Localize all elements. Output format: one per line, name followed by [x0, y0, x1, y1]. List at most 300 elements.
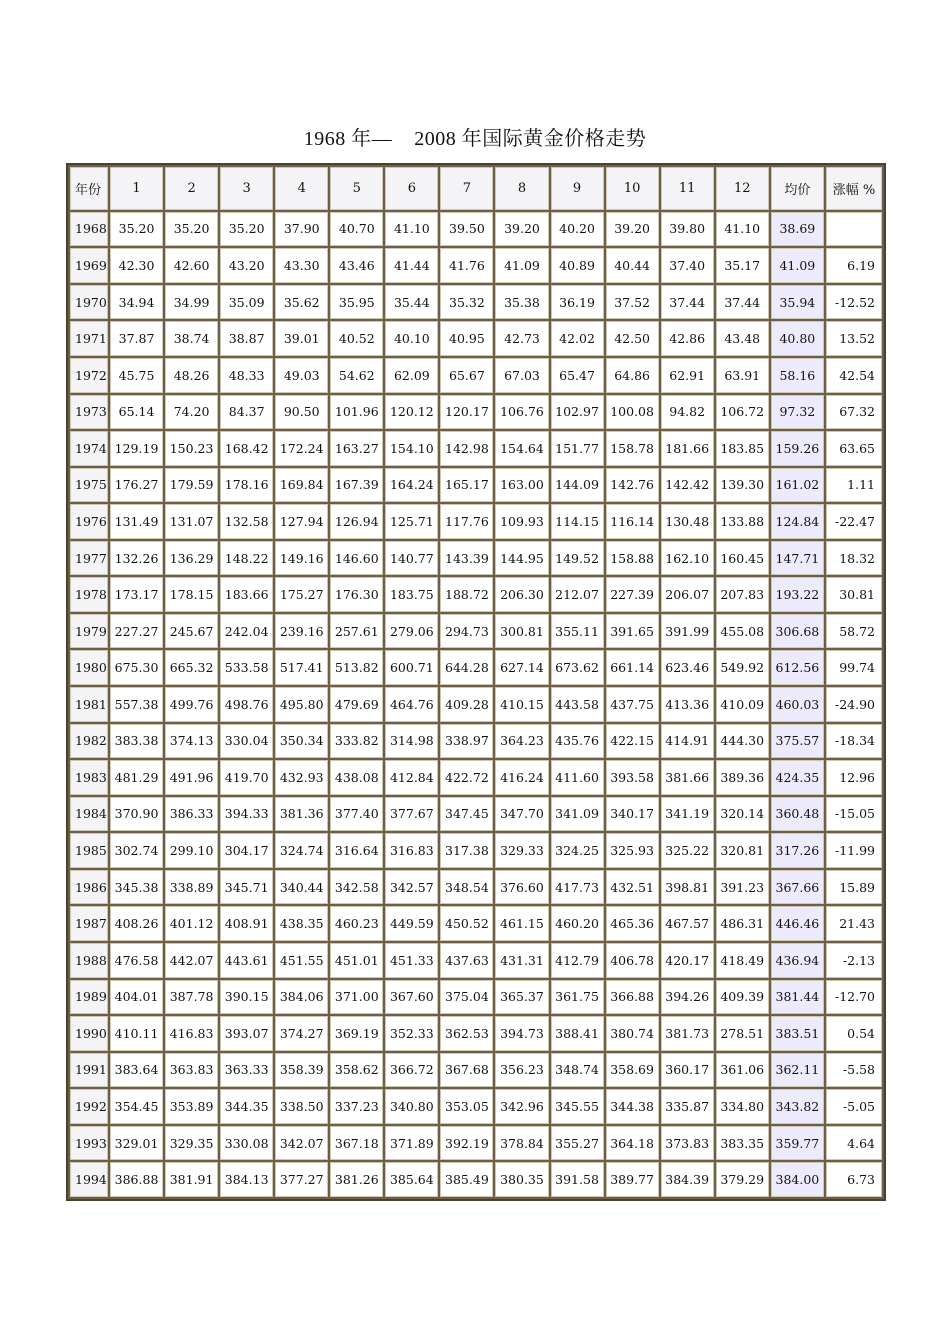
- month-price-cell: 65.47: [551, 358, 604, 393]
- month-price-cell: 337.23: [330, 1089, 383, 1124]
- month-price-cell: 386.33: [165, 797, 218, 832]
- month-price-cell: 206.07: [661, 577, 714, 612]
- month-price-cell: 146.60: [330, 541, 383, 576]
- month-price-cell: 420.17: [661, 943, 714, 978]
- header-month: 12: [716, 167, 769, 210]
- month-price-cell: 62.09: [385, 358, 438, 393]
- month-price-cell: 132.58: [220, 504, 273, 539]
- header-average: 均价: [771, 167, 824, 210]
- month-price-cell: 338.97: [440, 724, 493, 759]
- month-price-cell: 394.33: [220, 797, 273, 832]
- month-price-cell: 162.10: [661, 541, 714, 576]
- month-price-cell: 432.51: [606, 870, 659, 905]
- month-price-cell: 451.01: [330, 943, 383, 978]
- month-price-cell: 176.27: [110, 468, 163, 503]
- month-price-cell: 175.27: [275, 577, 328, 612]
- month-price-cell: 94.82: [661, 395, 714, 430]
- month-price-cell: 131.07: [165, 504, 218, 539]
- month-price-cell: 117.76: [440, 504, 493, 539]
- month-price-cell: 37.44: [661, 285, 714, 320]
- month-price-cell: 409.28: [440, 687, 493, 722]
- average-price-cell: 159.26: [771, 431, 824, 466]
- month-price-cell: 661.14: [606, 650, 659, 685]
- month-price-cell: 388.41: [551, 1016, 604, 1051]
- year-cell: 1989: [70, 980, 108, 1015]
- year-cell: 1993: [70, 1126, 108, 1161]
- month-price-cell: 418.49: [716, 943, 769, 978]
- table-row: [70, 943, 882, 978]
- month-price-cell: 345.38: [110, 870, 163, 905]
- year-cell: 1970: [70, 285, 108, 320]
- month-price-cell: 401.12: [165, 906, 218, 941]
- month-price-cell: 465.36: [606, 906, 659, 941]
- month-price-cell: 354.45: [110, 1089, 163, 1124]
- average-price-cell: 375.57: [771, 724, 824, 759]
- month-price-cell: 370.90: [110, 797, 163, 832]
- month-price-cell: 377.67: [385, 797, 438, 832]
- month-price-cell: 486.31: [716, 906, 769, 941]
- average-price-cell: 161.02: [771, 468, 824, 503]
- month-price-cell: 675.30: [110, 650, 163, 685]
- month-price-cell: 242.04: [220, 614, 273, 649]
- month-price-cell: 381.66: [661, 760, 714, 795]
- month-price-cell: 35.62: [275, 285, 328, 320]
- change-percent-cell: 30.81: [826, 577, 882, 612]
- month-price-cell: 391.99: [661, 614, 714, 649]
- table-row: [70, 1053, 882, 1088]
- year-cell: 1980: [70, 650, 108, 685]
- month-price-cell: 65.67: [440, 358, 493, 393]
- month-price-cell: 627.14: [495, 650, 548, 685]
- header-month: 7: [440, 167, 493, 210]
- month-price-cell: 324.25: [551, 833, 604, 868]
- month-price-cell: 48.33: [220, 358, 273, 393]
- month-price-cell: 455.08: [716, 614, 769, 649]
- month-price-cell: 373.83: [661, 1126, 714, 1161]
- month-price-cell: 491.96: [165, 760, 218, 795]
- month-price-cell: 279.06: [385, 614, 438, 649]
- table-row: [70, 285, 882, 320]
- month-price-cell: 367.18: [330, 1126, 383, 1161]
- month-price-cell: 410.09: [716, 687, 769, 722]
- month-price-cell: 126.94: [330, 504, 383, 539]
- month-price-cell: 431.31: [495, 943, 548, 978]
- month-price-cell: 320.14: [716, 797, 769, 832]
- average-price-cell: 359.77: [771, 1126, 824, 1161]
- month-price-cell: 183.66: [220, 577, 273, 612]
- month-price-cell: 38.74: [165, 321, 218, 356]
- month-price-cell: 341.19: [661, 797, 714, 832]
- month-price-cell: 362.53: [440, 1016, 493, 1051]
- month-price-cell: 149.16: [275, 541, 328, 576]
- month-price-cell: 54.62: [330, 358, 383, 393]
- month-price-cell: 393.07: [220, 1016, 273, 1051]
- month-price-cell: 62.91: [661, 358, 714, 393]
- month-price-cell: 227.39: [606, 577, 659, 612]
- month-price-cell: 665.32: [165, 650, 218, 685]
- month-price-cell: 131.49: [110, 504, 163, 539]
- month-price-cell: 355.11: [551, 614, 604, 649]
- month-price-cell: 278.51: [716, 1016, 769, 1051]
- change-percent-cell: 21.43: [826, 906, 882, 941]
- month-price-cell: 389.36: [716, 760, 769, 795]
- table-row: [70, 614, 882, 649]
- month-price-cell: 63.91: [716, 358, 769, 393]
- gold-price-table: [68, 165, 884, 1199]
- month-price-cell: 144.95: [495, 541, 548, 576]
- average-price-cell: 612.56: [771, 650, 824, 685]
- month-price-cell: 129.19: [110, 431, 163, 466]
- month-price-cell: 40.44: [606, 248, 659, 283]
- table-row: [70, 760, 882, 795]
- average-price-cell: 424.35: [771, 760, 824, 795]
- month-price-cell: 358.69: [606, 1053, 659, 1088]
- month-price-cell: 391.58: [551, 1162, 604, 1197]
- change-percent-cell: -24.90: [826, 687, 882, 722]
- month-price-cell: 154.64: [495, 431, 548, 466]
- table-row: [70, 431, 882, 466]
- year-cell: 1987: [70, 906, 108, 941]
- year-cell: 1974: [70, 431, 108, 466]
- month-price-cell: 422.15: [606, 724, 659, 759]
- month-price-cell: 149.52: [551, 541, 604, 576]
- month-price-cell: 67.03: [495, 358, 548, 393]
- month-price-cell: 381.73: [661, 1016, 714, 1051]
- year-cell: 1982: [70, 724, 108, 759]
- year-cell: 1991: [70, 1053, 108, 1088]
- change-percent-cell: 42.54: [826, 358, 882, 393]
- month-price-cell: 340.80: [385, 1089, 438, 1124]
- month-price-cell: 384.06: [275, 980, 328, 1015]
- average-price-cell: 317.26: [771, 833, 824, 868]
- month-price-cell: 412.84: [385, 760, 438, 795]
- change-percent-cell: 18.32: [826, 541, 882, 576]
- header-month: 6: [385, 167, 438, 210]
- header-month: 8: [495, 167, 548, 210]
- average-price-cell: 58.16: [771, 358, 824, 393]
- table-row: [70, 687, 882, 722]
- month-price-cell: 367.60: [385, 980, 438, 1015]
- month-price-cell: 348.54: [440, 870, 493, 905]
- month-price-cell: 188.72: [440, 577, 493, 612]
- change-percent-cell: -5.05: [826, 1089, 882, 1124]
- header-month: 10: [606, 167, 659, 210]
- month-price-cell: 432.93: [275, 760, 328, 795]
- table-row: [70, 906, 882, 941]
- header-year: 年份: [70, 167, 108, 210]
- table-row: [70, 833, 882, 868]
- month-price-cell: 464.76: [385, 687, 438, 722]
- month-price-cell: 34.99: [165, 285, 218, 320]
- month-price-cell: 41.76: [440, 248, 493, 283]
- month-price-cell: 37.90: [275, 212, 328, 247]
- year-cell: 1985: [70, 833, 108, 868]
- month-price-cell: 42.73: [495, 321, 548, 356]
- month-price-cell: 435.76: [551, 724, 604, 759]
- month-price-cell: 390.15: [220, 980, 273, 1015]
- month-price-cell: 392.19: [440, 1126, 493, 1161]
- year-cell: 1971: [70, 321, 108, 356]
- header-month: 3: [220, 167, 273, 210]
- month-price-cell: 444.30: [716, 724, 769, 759]
- month-price-cell: 163.00: [495, 468, 548, 503]
- table-row: [70, 1089, 882, 1124]
- month-price-cell: 517.41: [275, 650, 328, 685]
- change-percent-cell: 4.64: [826, 1126, 882, 1161]
- month-price-cell: 300.81: [495, 614, 548, 649]
- month-price-cell: 329.01: [110, 1126, 163, 1161]
- month-price-cell: 385.49: [440, 1162, 493, 1197]
- month-price-cell: 106.72: [716, 395, 769, 430]
- month-price-cell: 158.78: [606, 431, 659, 466]
- month-price-cell: 380.35: [495, 1162, 548, 1197]
- month-price-cell: 37.40: [661, 248, 714, 283]
- month-price-cell: 106.76: [495, 395, 548, 430]
- year-cell: 1972: [70, 358, 108, 393]
- month-price-cell: 498.76: [220, 687, 273, 722]
- table-row: [70, 541, 882, 576]
- year-cell: 1981: [70, 687, 108, 722]
- month-price-cell: 100.08: [606, 395, 659, 430]
- month-price-cell: 43.46: [330, 248, 383, 283]
- month-price-cell: 383.38: [110, 724, 163, 759]
- month-price-cell: 178.16: [220, 468, 273, 503]
- month-price-cell: 348.74: [551, 1053, 604, 1088]
- average-price-cell: 306.68: [771, 614, 824, 649]
- month-price-cell: 314.98: [385, 724, 438, 759]
- month-price-cell: 476.58: [110, 943, 163, 978]
- month-price-cell: 366.72: [385, 1053, 438, 1088]
- table-row: [70, 724, 882, 759]
- month-price-cell: 65.14: [110, 395, 163, 430]
- month-price-cell: 35.09: [220, 285, 273, 320]
- month-price-cell: 133.88: [716, 504, 769, 539]
- month-price-cell: 334.80: [716, 1089, 769, 1124]
- month-price-cell: 127.94: [275, 504, 328, 539]
- month-price-cell: 363.83: [165, 1053, 218, 1088]
- table-row: [70, 504, 882, 539]
- month-price-cell: 329.33: [495, 833, 548, 868]
- month-price-cell: 35.20: [220, 212, 273, 247]
- year-cell: 1976: [70, 504, 108, 539]
- month-price-cell: 43.48: [716, 321, 769, 356]
- header-month: 1: [110, 167, 163, 210]
- month-price-cell: 317.38: [440, 833, 493, 868]
- month-price-cell: 406.78: [606, 943, 659, 978]
- month-price-cell: 347.45: [440, 797, 493, 832]
- header-month: 9: [551, 167, 604, 210]
- table-header-row: [70, 167, 882, 210]
- month-price-cell: 74.20: [165, 395, 218, 430]
- month-price-cell: 342.58: [330, 870, 383, 905]
- month-price-cell: 183.75: [385, 577, 438, 612]
- average-price-cell: 124.84: [771, 504, 824, 539]
- month-price-cell: 352.33: [385, 1016, 438, 1051]
- table-row: [70, 321, 882, 356]
- month-price-cell: 34.94: [110, 285, 163, 320]
- month-price-cell: 48.26: [165, 358, 218, 393]
- month-price-cell: 329.35: [165, 1126, 218, 1161]
- month-price-cell: 361.06: [716, 1053, 769, 1088]
- month-price-cell: 391.23: [716, 870, 769, 905]
- average-price-cell: 362.11: [771, 1053, 824, 1088]
- header-change: 涨幅 %: [826, 167, 882, 210]
- month-price-cell: 142.76: [606, 468, 659, 503]
- month-price-cell: 360.17: [661, 1053, 714, 1088]
- table-row: [70, 1162, 882, 1197]
- year-cell: 1992: [70, 1089, 108, 1124]
- change-percent-cell: -15.05: [826, 797, 882, 832]
- year-cell: 1968: [70, 212, 108, 247]
- month-price-cell: 365.37: [495, 980, 548, 1015]
- month-price-cell: 410.11: [110, 1016, 163, 1051]
- month-price-cell: 132.26: [110, 541, 163, 576]
- header-month: 5: [330, 167, 383, 210]
- month-price-cell: 413.36: [661, 687, 714, 722]
- month-price-cell: 40.89: [551, 248, 604, 283]
- month-price-cell: 143.39: [440, 541, 493, 576]
- month-price-cell: 179.59: [165, 468, 218, 503]
- month-price-cell: 479.69: [330, 687, 383, 722]
- month-price-cell: 158.88: [606, 541, 659, 576]
- month-price-cell: 513.82: [330, 650, 383, 685]
- month-price-cell: 35.32: [440, 285, 493, 320]
- month-price-cell: 43.20: [220, 248, 273, 283]
- month-price-cell: 324.74: [275, 833, 328, 868]
- month-price-cell: 90.50: [275, 395, 328, 430]
- month-price-cell: 120.12: [385, 395, 438, 430]
- year-cell: 1978: [70, 577, 108, 612]
- average-price-cell: 193.22: [771, 577, 824, 612]
- month-price-cell: 42.30: [110, 248, 163, 283]
- month-price-cell: 142.42: [661, 468, 714, 503]
- month-price-cell: 409.39: [716, 980, 769, 1015]
- average-price-cell: 436.94: [771, 943, 824, 978]
- month-price-cell: 212.07: [551, 577, 604, 612]
- month-price-cell: 404.01: [110, 980, 163, 1015]
- month-price-cell: 419.70: [220, 760, 273, 795]
- month-price-cell: 394.26: [661, 980, 714, 1015]
- year-cell: 1973: [70, 395, 108, 430]
- month-price-cell: 35.95: [330, 285, 383, 320]
- month-price-cell: 148.22: [220, 541, 273, 576]
- change-percent-cell: 6.19: [826, 248, 882, 283]
- change-percent-cell: 0.54: [826, 1016, 882, 1051]
- month-price-cell: 42.60: [165, 248, 218, 283]
- month-price-cell: 416.24: [495, 760, 548, 795]
- month-price-cell: 342.57: [385, 870, 438, 905]
- month-price-cell: 39.50: [440, 212, 493, 247]
- year-cell: 1994: [70, 1162, 108, 1197]
- month-price-cell: 361.75: [551, 980, 604, 1015]
- month-price-cell: 330.04: [220, 724, 273, 759]
- change-percent-cell: 12.96: [826, 760, 882, 795]
- average-price-cell: 343.82: [771, 1089, 824, 1124]
- month-price-cell: 206.30: [495, 577, 548, 612]
- month-price-cell: 461.15: [495, 906, 548, 941]
- month-price-cell: 245.67: [165, 614, 218, 649]
- month-price-cell: 499.76: [165, 687, 218, 722]
- month-price-cell: 173.17: [110, 577, 163, 612]
- month-price-cell: 391.65: [606, 614, 659, 649]
- month-price-cell: 438.35: [275, 906, 328, 941]
- month-price-cell: 304.17: [220, 833, 273, 868]
- table-row: [70, 358, 882, 393]
- month-price-cell: 239.16: [275, 614, 328, 649]
- month-price-cell: 172.24: [275, 431, 328, 466]
- month-price-cell: 353.89: [165, 1089, 218, 1124]
- month-price-cell: 165.17: [440, 468, 493, 503]
- month-price-cell: 35.38: [495, 285, 548, 320]
- month-price-cell: 387.78: [165, 980, 218, 1015]
- month-price-cell: 64.86: [606, 358, 659, 393]
- change-percent-cell: -5.58: [826, 1053, 882, 1088]
- month-price-cell: 358.62: [330, 1053, 383, 1088]
- table-row: [70, 650, 882, 685]
- month-price-cell: 374.13: [165, 724, 218, 759]
- average-price-cell: 367.66: [771, 870, 824, 905]
- month-price-cell: 673.62: [551, 650, 604, 685]
- month-price-cell: 386.88: [110, 1162, 163, 1197]
- month-price-cell: 120.17: [440, 395, 493, 430]
- table-row: [70, 980, 882, 1015]
- month-price-cell: 176.30: [330, 577, 383, 612]
- month-price-cell: 164.24: [385, 468, 438, 503]
- month-price-cell: 340.44: [275, 870, 328, 905]
- month-price-cell: 181.66: [661, 431, 714, 466]
- month-price-cell: 151.77: [551, 431, 604, 466]
- month-price-cell: 416.83: [165, 1016, 218, 1051]
- month-price-cell: 379.29: [716, 1162, 769, 1197]
- table-row: [70, 468, 882, 503]
- month-price-cell: 355.27: [551, 1126, 604, 1161]
- table-row: [70, 870, 882, 905]
- month-price-cell: 45.75: [110, 358, 163, 393]
- month-price-cell: 438.08: [330, 760, 383, 795]
- page-title: 1968 年— 2008 年国际黄金价格走势: [303, 128, 647, 150]
- table-row: [70, 797, 882, 832]
- month-price-cell: 36.19: [551, 285, 604, 320]
- month-price-cell: 450.52: [440, 906, 493, 941]
- month-price-cell: 335.87: [661, 1089, 714, 1124]
- header-month: 11: [661, 167, 714, 210]
- month-price-cell: 410.15: [495, 687, 548, 722]
- gold-price-table-frame: [66, 163, 886, 1201]
- month-price-cell: 449.59: [385, 906, 438, 941]
- year-cell: 1969: [70, 248, 108, 283]
- table-row: [70, 248, 882, 283]
- year-cell: 1988: [70, 943, 108, 978]
- table-row: [70, 1126, 882, 1161]
- month-price-cell: 481.29: [110, 760, 163, 795]
- month-price-cell: 140.77: [385, 541, 438, 576]
- month-price-cell: 393.58: [606, 760, 659, 795]
- month-price-cell: 600.71: [385, 650, 438, 685]
- month-price-cell: 41.09: [495, 248, 548, 283]
- month-price-cell: 39.20: [495, 212, 548, 247]
- month-price-cell: 411.60: [551, 760, 604, 795]
- month-price-cell: 408.26: [110, 906, 163, 941]
- month-price-cell: 160.45: [716, 541, 769, 576]
- month-price-cell: 375.04: [440, 980, 493, 1015]
- month-price-cell: 437.75: [606, 687, 659, 722]
- month-price-cell: 325.22: [661, 833, 714, 868]
- month-price-cell: 341.09: [551, 797, 604, 832]
- month-price-cell: 40.20: [551, 212, 604, 247]
- month-price-cell: 42.50: [606, 321, 659, 356]
- month-price-cell: 41.44: [385, 248, 438, 283]
- month-price-cell: 40.10: [385, 321, 438, 356]
